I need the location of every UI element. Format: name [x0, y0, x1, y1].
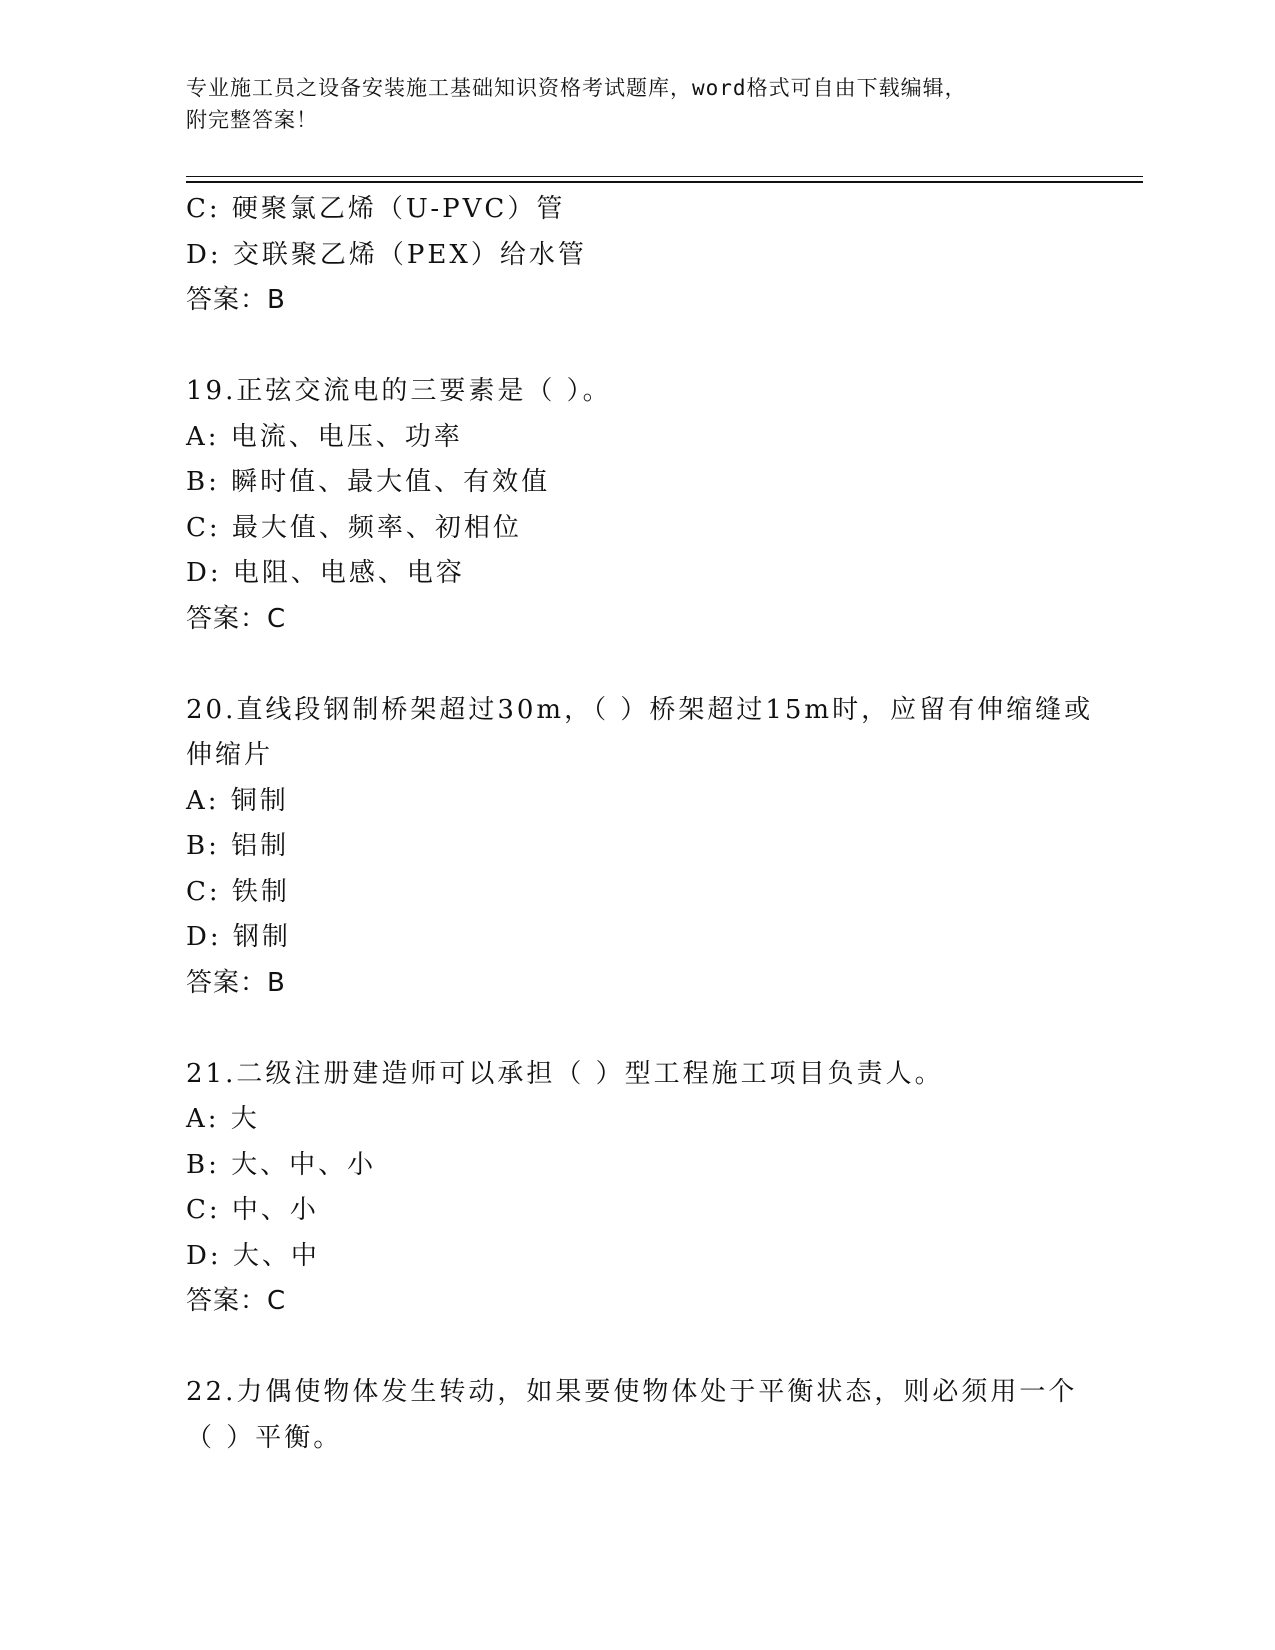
question-stem: 20.直线段钢制桥架超过30m，（ ）桥架超过15m时，应留有伸缩缝或	[186, 694, 1094, 725]
question-stem-continued: （ ）平衡。	[186, 1422, 343, 1453]
spacer	[186, 1006, 1106, 1052]
spacer	[186, 1325, 1106, 1371]
header-note-line-2: 附完整答案！	[186, 108, 318, 132]
question-stem: 21.二级注册建造师可以承担（ ）型工程施工项目负责人。	[186, 1058, 944, 1089]
option-c: C: 中、小	[186, 1195, 319, 1225]
question-block-19	[186, 369, 1106, 642]
option-d: D: 大、中	[186, 1240, 320, 1271]
question-block-previous	[186, 187, 1106, 324]
option-d: D: 交联聚乙烯（PEX）给水管	[186, 239, 587, 270]
option-b: B: 瞬时值、最大值、有效值	[186, 467, 551, 497]
header-divider-thin	[186, 176, 1143, 177]
answer-line: 答案：B	[186, 285, 286, 315]
answer-line: 答案：B	[186, 967, 286, 998]
question-stem: 22.力偶使物体发生转动，如果要使物体处于平衡状态，则必须用一个	[186, 1377, 1078, 1407]
option-c: C: 铁制	[186, 876, 290, 907]
option-a: A: 铜制	[186, 785, 289, 816]
question-list	[186, 187, 1106, 1461]
answer-line: 答案：C	[186, 603, 287, 634]
header-divider-thick	[186, 181, 1143, 183]
question-block-21	[186, 1052, 1106, 1325]
question-stem-continued: 伸缩片	[186, 740, 274, 770]
option-d: D: 电阻、电感、电容	[186, 558, 465, 588]
option-a: A: 大	[186, 1104, 260, 1134]
document-header-note	[186, 72, 1066, 136]
option-d: D: 钢制	[186, 922, 291, 952]
option-b: B: 大、中、小	[186, 1149, 377, 1180]
question-stem: 19.正弦交流电的三要素是（ ）。	[186, 376, 612, 406]
question-block-22	[186, 1370, 1106, 1461]
spacer	[186, 642, 1106, 688]
option-b: B: 铝制	[186, 831, 290, 861]
question-block-20	[186, 688, 1106, 1007]
option-a: A: 电流、电压、功率	[186, 421, 463, 452]
spacer	[186, 324, 1106, 370]
option-c: C: 硬聚氯乙烯（U-PVC）管	[186, 194, 566, 224]
answer-line: 答案：C	[186, 1286, 287, 1316]
header-note-line-1: 专业施工员之设备安装施工基础知识资格考试题库，word格式可自由下载编辑，	[186, 76, 967, 100]
option-c: C: 最大值、频率、初相位	[186, 512, 522, 543]
